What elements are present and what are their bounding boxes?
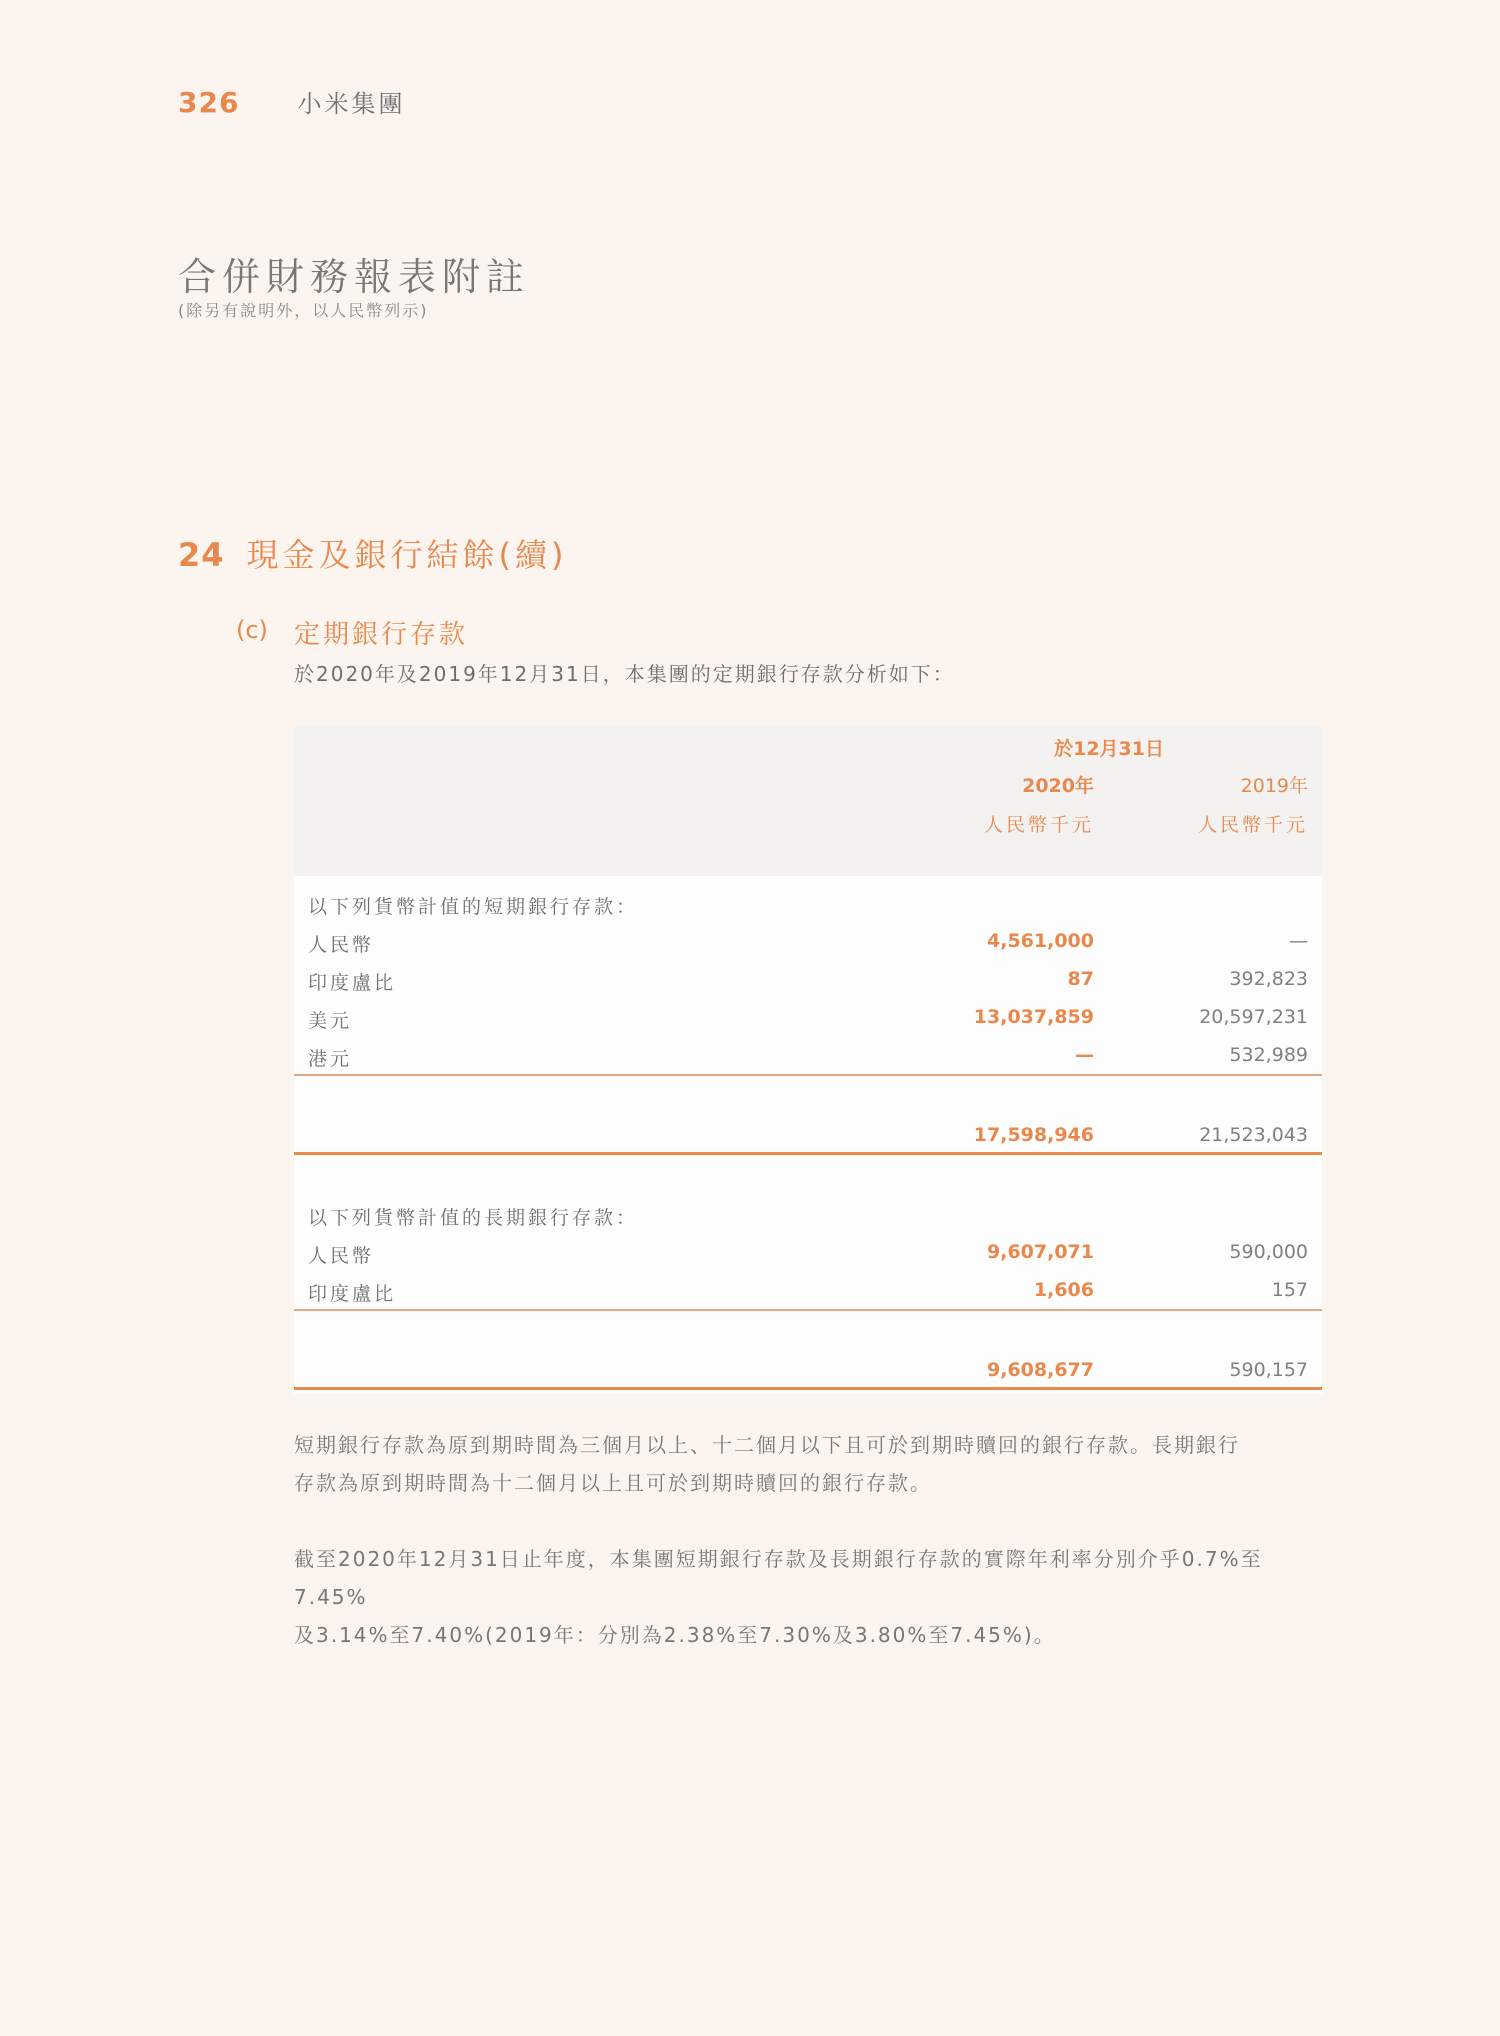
row-label: 港元 [308,1048,353,1070]
company-name: 小米集團 [297,90,406,118]
paragraph-line: 存款為原到期時間為十二個月以上且可於到期時贖回的銀行存款。 [294,1471,932,1495]
table-row [294,922,1322,960]
row-label: 美元 [308,1010,353,1032]
table-row [294,1271,1322,1311]
subsection-title: 定期銀行存款 [294,620,469,650]
table-row [294,960,1322,998]
row-label: 人民幣 [308,934,375,956]
paragraph-line: 截至2020年12月31日止年度，本集團短期銀行存款及長期銀行存款的實際年利率分別介乎0.7%至7.45% [294,1547,1263,1609]
total-2020: 17,598,946 [973,1124,1094,1146]
value-2020: 4,561,000 [987,930,1094,952]
total-2019: 590,157 [1229,1359,1308,1381]
short-term-heading-row [294,884,1322,922]
paragraph-line: 及3.14%至7.40%(2019年：分別為2.38%至7.30%及3.80%至7.45%)。 [294,1623,1056,1647]
paragraph-line: 短期銀行存款為原到期時間為三個月以上、十二個月以下且可於到期時贖回的銀行存款。長期銀行 [294,1433,1240,1457]
value-2019: 392,823 [1229,968,1308,990]
column-year-2020: 2020年 [1022,775,1094,797]
column-unit-2020: 人民幣千元 [983,814,1094,836]
value-2020: 1,606 [1033,1279,1094,1301]
column-unit-2019: 人民幣千元 [1197,814,1308,836]
table-body [294,876,1322,1394]
table-row [294,1233,1322,1271]
table-row [294,998,1322,1036]
table-header [294,726,1322,876]
section-heading [178,530,568,576]
note-paragraph-interest-rates [294,1540,1324,1654]
row-label: 人民幣 [308,1245,375,1267]
value-2020: 13,037,859 [973,1006,1094,1028]
value-2019: 532,989 [1229,1044,1308,1066]
value-2019: 20,597,231 [1199,1006,1308,1028]
value-2020: 87 [1067,968,1094,990]
long-term-total-row [294,1311,1322,1390]
deposits-table [294,726,1322,1394]
value-2020: — [1075,1044,1094,1066]
total-2020: 9,608,677 [987,1359,1094,1381]
row-label: 印度盧比 [308,972,397,994]
value-2020: 9,607,071 [987,1241,1094,1263]
section-title: 現金及銀行結餘(續) [246,536,568,574]
period-header: 於12月31日 [1054,738,1164,760]
section-number: 24 [178,536,225,574]
note-paragraph-definitions [294,1426,1324,1502]
total-2019: 21,523,043 [1199,1124,1308,1146]
short-term-heading: 以下列貨幣計值的短期銀行存款： [308,896,639,918]
table-spacer [294,1155,1322,1195]
document-title: 合併財務報表附註 [178,255,531,299]
subsection-intro: 於2020年及2019年12月31日，本集團的定期銀行存款分析如下： [294,662,955,686]
value-2019: — [1289,930,1308,952]
document-subtitle: (除另有說明外，以人民幣列示) [178,301,429,320]
value-2019: 590,000 [1229,1241,1308,1263]
short-term-total-row [294,1076,1322,1155]
long-term-heading: 以下列貨幣計值的長期銀行存款： [308,1207,639,1229]
row-label: 印度盧比 [308,1283,397,1305]
page-header [178,84,405,119]
subsection-label: (c) [236,616,268,644]
long-term-heading-row [294,1195,1322,1233]
page-number: 326 [178,86,240,119]
value-2019: 157 [1271,1279,1308,1301]
column-year-2019: 2019年 [1240,775,1308,797]
table-row [294,1036,1322,1076]
